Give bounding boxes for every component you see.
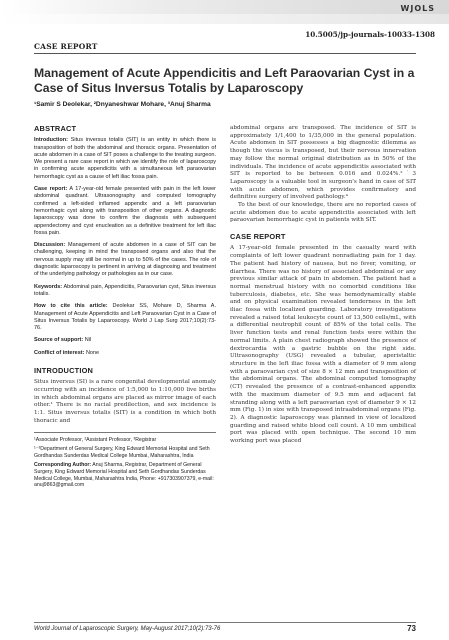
keywords-label: Keywords: (34, 283, 63, 290)
article-title: Management of Acute Appendicitis and Left Paraovarian Cyst in a Case of Situs Inversus Totalis by Laparoscopy (34, 66, 415, 95)
corresponding-text: Anuj Sharma, Registrar, Department of General Surgery, King Edward Memorial Hospital and Seth Gordhandas Sunderdas Medical College, Mumbai, Maharashtra India, Phone: +917303907379, e-mail: anuj9863@gmail.com (34, 462, 214, 489)
author-list: ¹Samir S Deolekar, ²Dnyaneshwar Mohare, ³Anuj Sharma (34, 101, 211, 108)
conflict-of-interest (34, 350, 216, 357)
abstract-case-label: Case report: (34, 186, 68, 193)
footer-journal: World Journal of Laparoscopic Surgery, May-August 2017;10(2):73-76 (34, 626, 221, 632)
header-band-bottom (0, 14, 449, 24)
page-footer (34, 622, 416, 633)
citation-label: How to cite this article: (34, 303, 108, 310)
source-label: Source of support: (34, 337, 84, 344)
abstract-heading: ABSTRACT (34, 124, 77, 133)
abstract-discussion-label: Discussion: (34, 242, 66, 249)
abstract-introduction (34, 137, 216, 181)
citation (34, 303, 216, 332)
right-paragraph-1: abdominal organs are transposed. The incidence of SIT is approximately 1/1,400 to 1/35,000 in the general population. Acute abdomen in SIT possesses a big diagnostic dilemma as though the viscus is transposed, but their nervous innervation may follow the normal original distribution as in 50% of the individuals. The incidence of acute appendicitis associated with SIT is reported to be between 0.016 and 0.024%.²˙3 Laparoscopy is a valuable tool in surgeon's hand in case of SIT with acute abdomen, which provides confirmatory and definitive surgery of involved pathology.⁴ (230, 125, 416, 201)
conflict-label: Conflict of interest: (34, 349, 85, 356)
doi[interactable]: 10.5005/jp-journals-10033-1308 (305, 30, 435, 39)
case-report-text: A 17-year-old female presented in the casualty ward with complaints of left lower quadrant nonradiating pain for 1 day. The patient had history of nausea, but no fever, vomiting, or diarrhea. There was no history of associated abdominal or any previous similar attack of pain in abdomen. The patient had a normal menstrual history with no comorbid conditions like tuberculosis, diabetes, etc. She was hemodynamically stable and on physical examination revealed tenderness in the left iliac fossa with localized guarding. Laboratory investigations revealed a raised total leukocyte count of 13,500 cells/mL, with a differential neutrophil count of 85% of the total cells. The liver function tests and renal function tests were within the normal limits. A plain chest radiograph showed the presence of dextrocardia with a gastric bubble on the right side. Ultrasonography (USG) revealed a tubular, aperistaltic structure in the left iliac fossa with a diameter of 9 mm along with a paraovarian cyst of size 8 × 12 mm and transposition of the abdominal organs. The abdominal computed tomography (CT) revealed the presence of a contrast-enhanced appendix with the maximum diameter of 9.5 mm and adjacent fat stranding along with a left paraovarian cyst of diameter 9 × 12 mm (Fig. 1) in size with transposed intraabdominal organs (Fig. 2). A diagnostic laparoscopy was planned in view of localized guarding and raised white blood cell count. A 10 mm umbilical port was placed with open technique. The second 10 mm working port was placed (230, 245, 416, 445)
keywords (34, 284, 216, 299)
source-of-support (34, 337, 216, 344)
abstract-intro-text: Situs inversus totalis (SIT) is an entity in which there is transposition of both the abdominal and thoracic organs. Presentation of acute abdomen in a case of SIT poses a challenge to the treating surgeon. We present a rare case report in which we identify the role of laparoscopy in confirming acute appendicitis with a simultaneous left paraovarian hemorrhagic cyst as a cause of left iliac fossa pain. (34, 137, 216, 180)
header-band (0, 0, 449, 26)
footnote-positions: ¹Associate Professor, ²Assistant Professor, ³Registrar (34, 436, 157, 443)
case-report-heading: CASE REPORT (230, 232, 286, 242)
author-footnotes (34, 432, 216, 489)
content-type: CASE REPORT (34, 42, 98, 51)
right-column (230, 125, 416, 446)
introduction-text: Situs inversus (SI) is a rare congenital developmental anomaly occurring with an incidence of 1:5,000 to 1:10,000 live births in which abdominal organs are placed as mirror image of each other.¹ There is no racial predilection, and sex incidence is 1:1. Situs inversus totalis (SIT) is a condition in which both thoracic and (34, 379, 216, 424)
corresponding-label: Corresponding Author: (34, 462, 92, 469)
left-column (34, 125, 216, 492)
footnote-corresponding (34, 462, 216, 488)
introduction-section (34, 367, 216, 426)
introduction-heading: INTRODUCTION (34, 366, 94, 376)
abstract-case (34, 186, 216, 237)
header-rule (34, 53, 416, 54)
conflict-text: None (84, 349, 100, 356)
journal-tag: WJOLS (400, 4, 435, 13)
abstract-case-text: A 17-year-old female presented with pain in the left lower abdominal quadrant. Ultrasonography and computed tomography confirmed a left-sided inflamed appendix and a left paraovarian hemorrhagic cyst along with transposition of other organs. A diagnostic laparoscopy was done to confirm the diagnosis with subsequent appendectomy and cyst enucleation as a definitive treatment for left iliac fossa pain. (34, 186, 216, 236)
header-band-top (0, 0, 449, 14)
abstract-discussion-text: Management of acute abdomen in a case of SIT can be challenging, keeping in mind the transposed organs and also that the nervous supply may still be normal in up to 50% of the cases. The role of diagnostic laparoscopy is pertinent in arriving at diagnosing and treatment of the underlying pathology or pathologies as in our case. (34, 242, 216, 278)
page-number: 73 (407, 624, 416, 633)
abstract-intro-label: Introduction: (34, 137, 68, 144)
abstract-discussion (34, 242, 216, 278)
keywords-text: Abdominal pain, Appendicitis, Paraovarian cyst, Situs inversus totalis. (34, 283, 216, 297)
citation-text: Deolekar SS, Mohare D, Sharma A. Management of Acute Appendicitis and Left Paraovarian Cyst in a Case of Situs Inversus Totalis by Laparoscopy. World J Lap Surg 2017;10(2):73-76. (34, 303, 216, 332)
source-text: Nil (83, 337, 92, 344)
footnote-affiliation: ¹⁻³Department of General Surgery, King Edward Memorial Hospital and Seth Gordhandas Sunderdas Medical College Mumbai, Maharashtra, India (34, 446, 210, 459)
right-paragraph-2: To the best of our knowledge, there are no reported cases of acute abdomen due to acute appendicitis associated with left paraovarian hemorrhagic cyst in patients with SIT. (230, 202, 416, 224)
abstract (34, 125, 216, 357)
